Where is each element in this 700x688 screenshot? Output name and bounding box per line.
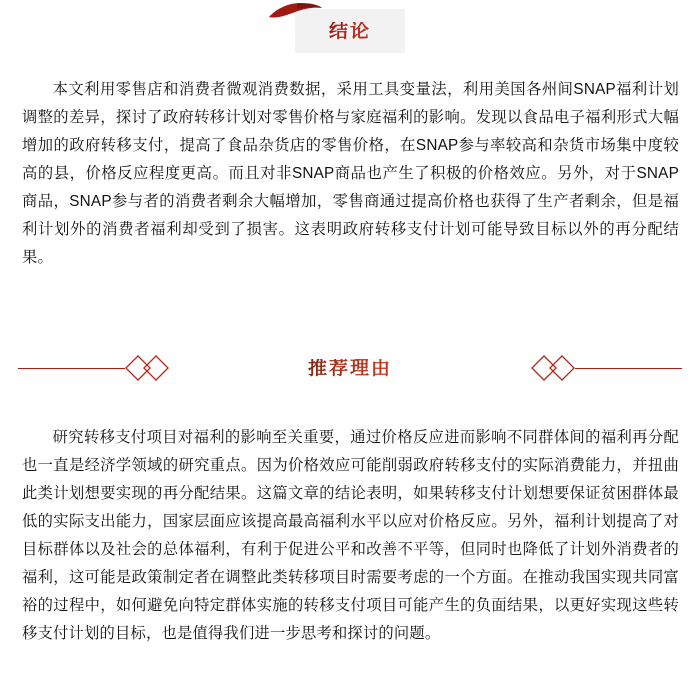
section-header-conclusion: [0, 0, 700, 60]
divider-line-left: [18, 368, 125, 369]
section-title-recommendation: 推荐理由: [307, 357, 392, 379]
paragraph-recommendation: 研究转移支付项目对福利的影响至关重要，通过价格反应进而影响不同群体间的福利再分配也一直是经济学领域的研究重点。因为价格效应可能削弱政府转移支付的实际消费能力，并扭曲此类计划想要实现的再分配结果。这篇文章的结论表明，如果转移支付计划想要保证贫困群体最低的实际支出能力，国家层面应该提高最高福利水平以应对价格反应。另外，福利计划提高了对目标群体以及社会的总体福利，有利于促进公平和改善不平等，但同时也降低了计划外消费者的福利，这可能是政策制定者在调整此类转移项目时需要考虑的一个方面。在推动我国实现共同富裕的过程中，如何避免向特定群体实施的转移支付项目可能产生的负面结果，以更好实现这些转移支付计划的目标，也是值得我们进一步思考和探讨的问题。: [22, 429, 679, 642]
section-title-wrap: [169, 359, 531, 378]
section-header-recommendation: [0, 345, 700, 391]
header-label-box: [295, 9, 405, 53]
brush-stroke-icon: [267, 1, 323, 21]
double-diamond-icon-left: [125, 353, 169, 383]
divider-line-right: [575, 368, 682, 369]
section-title-conclusion: 结论: [328, 20, 371, 42]
paragraph-conclusion: 本文利用零售店和消费者微观消费数据，采用工具变量法，利用美国各州间SNAP福利计划调整的差异，探讨了政府转移计划对零售价格与家庭福利的影响。发现以食品电子福利形式大幅增加的政府转移支付，提高了食品杂货店的零售价格，在SNAP参与率较高和杂货市场集中度较高的县，价格反应程度更高。而且对非SNAP商品也产生了积极的价格效应。另外，对于SNAP商品，SNAP参与者的消费者剩余大幅增加，零售商通过提高价格也获得了生产者剩余，但是福利计划外的消费者福利却受到了损害。这表明政府转移支付计划可能导致目标以外的再分配结果。: [22, 81, 679, 266]
double-diamond-icon-right: [531, 353, 575, 383]
